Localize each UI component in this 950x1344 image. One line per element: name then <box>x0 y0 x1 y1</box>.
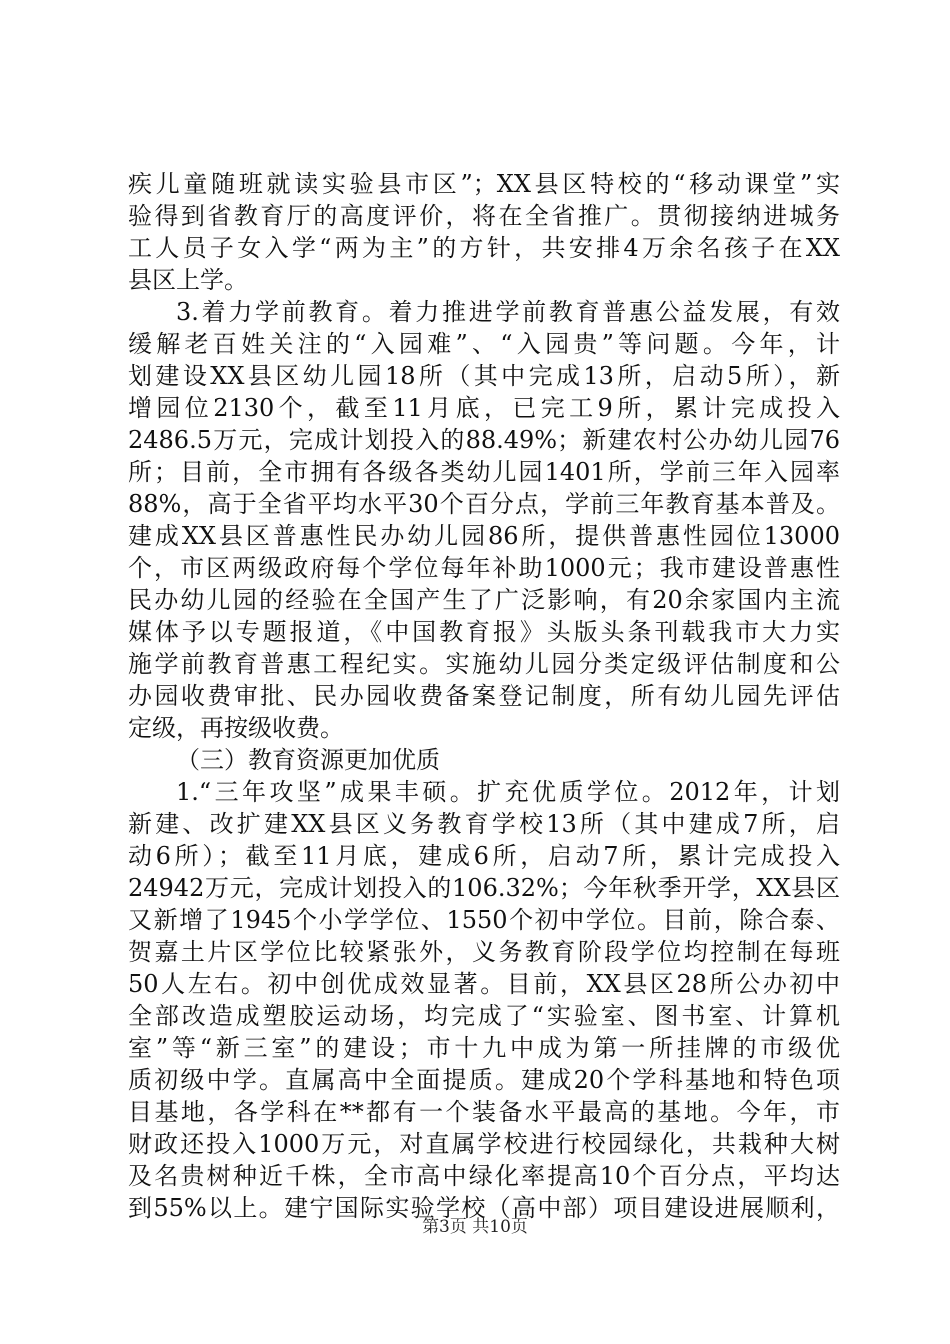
text-line: 划建设XX县区幼儿园18所（其中完成13所，启动5所），新 <box>128 362 840 390</box>
text-line: 增园位2130个，截至11月底，已完工9所，累计完成投入 <box>128 394 840 422</box>
text-line: 3.着力学前教育。着力推进学前教育普惠公益发展，有效 <box>176 298 840 326</box>
text-line: 民办幼儿园的经验在全国产生了广泛影响，有20余家国内主流 <box>128 586 840 614</box>
text-line: 全部改造成塑胶运动场，均完成了“实验室、图书室、计算机 <box>128 1002 840 1030</box>
text-line: 及名贵树种近千株，全市高中绿化率提高10个百分点，平均达 <box>128 1162 840 1190</box>
text-line: 贺嘉土片区学位比较紧张外，义务教育阶段学位均控制在每班 <box>128 938 840 966</box>
text-line: 媒体予以专题报道，《中国教育报》头版头条刊载我市大力实 <box>128 618 840 646</box>
text-line: 定级，再按级收费。 <box>128 714 344 742</box>
text-line: 质初级中学。直属高中全面提质。建成20个学科基地和特色项 <box>128 1066 840 1094</box>
text-line: 施学前教育普惠工程纪实。实施幼儿园分类定级评估制度和公 <box>128 650 840 678</box>
text-line: 缓解老百姓关注的“入园难”、“入园贵”等问题。今年，计 <box>128 330 840 358</box>
text-line: 疾儿童随班就读实验县市区”；XX县区特校的“移动课堂”实 <box>128 170 840 198</box>
text-line: 验得到省教育厅的高度评价，将在全省推广。贯彻接纳进城务 <box>128 202 840 230</box>
text-line: 24942万元，完成计划投入的106.32%；今年秋季开学，XX县区 <box>128 874 840 902</box>
text-line: 办园收费审批、民办园收费备案登记制度，所有幼儿园先评估 <box>128 682 840 710</box>
text-line: 动6所）；截至11月底，建成6所，启动7所，累计完成投入 <box>128 842 840 870</box>
section-heading: （三）教育资源更加优质 <box>176 746 440 774</box>
text-line: 目基地，各学科在**都有一个装备水平最高的基地。今年，市 <box>128 1098 840 1126</box>
text-line: 又新增了1945个小学学位、1550个初中学位。目前，除合泰、 <box>128 906 840 934</box>
text-line: 财政还投入1000万元，对直属学校进行校园绿化，共栽种大树 <box>128 1130 840 1158</box>
text-line: 县区上学。 <box>128 266 248 294</box>
text-line: 新建、改扩建XX县区义务教育学校13所（其中建成7所，启 <box>128 810 840 838</box>
text-line: 2486.5万元，完成计划投入的88.49%；新建农村公办幼儿园76 <box>128 426 840 454</box>
page-footer: 第3页 共10页 <box>422 1217 528 1237</box>
text-line: 个，市区两级政府每个学位每年补助1000元；我市建设普惠性 <box>128 554 840 582</box>
body-text <box>128 168 840 1224</box>
text-line: 50人左右。初中创优成效显著。目前，XX县区28所公办初中 <box>128 970 840 998</box>
text-line: 88%，高于全省平均水平30个百分点，学前三年教育基本普及。 <box>128 490 840 518</box>
text-line: 建成XX县区普惠性民办幼儿园86所，提供普惠性园位13000 <box>128 522 840 550</box>
text-line: 到55%以上。建宁国际实验学校（高中部）项目建设进展顺利， <box>128 1194 840 1222</box>
text-line: 1.“三年攻坚”成果丰硕。扩充优质学位。2012年，计划 <box>176 778 840 806</box>
text-line: 所；目前，全市拥有各级各类幼儿园1401所，学前三年入园率 <box>128 458 840 486</box>
text-line: 室”等“新三室”的建设；市十九中成为第一所挂牌的市级优 <box>128 1034 840 1062</box>
text-line: 工人员子女入学“两为主”的方针，共安排4万余名孩子在XX <box>128 234 840 262</box>
